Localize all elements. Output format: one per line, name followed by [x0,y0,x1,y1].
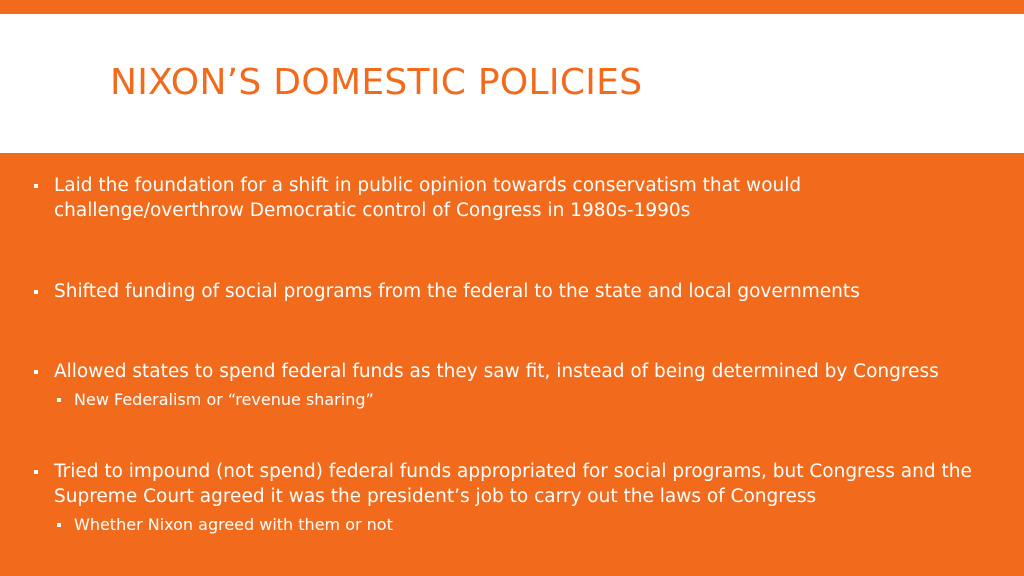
bullet-text: Laid the foundation for a shift in public opinion towards conservatism that would challenge/overthrow Democratic control of Congress in 1980s-1990s [54,175,802,221]
bullet-square-icon [34,470,38,474]
bullet-item-1 [54,173,989,223]
bullet-item-4 [54,459,989,509]
slide-content [0,153,1024,576]
bullet-text: Allowed states to spend federal funds as they saw fit, instead of being determined by Congress [54,361,939,382]
bullet-item-3 [54,359,989,384]
sub-bullet-text: New Federalism or “revenue sharing” [74,390,374,409]
bullet-item-2 [54,279,989,304]
bullet-square-icon [34,370,38,374]
top-accent-band [0,0,1024,14]
title-area [0,14,1024,153]
sub-bullet-item-4-1 [74,514,974,536]
bullet-text: Shifted funding of social programs from the federal to the state and local governments [54,281,860,302]
bullet-square-icon [34,184,38,188]
sub-bullet-text: Whether Nixon agreed with them or not [74,515,393,534]
slide-title: NIXON’S DOMESTIC POLICIES [110,62,643,103]
sub-bullet-square-icon [57,398,61,402]
bullet-square-icon [34,290,38,294]
bullet-text: Tried to impound (not spend) federal funds appropriated for social programs, but Congress and the Supreme Court agreed it was the president’s job to carry out the laws of Congress [54,461,972,507]
sub-bullet-item-3-1 [74,389,974,411]
sub-bullet-square-icon [57,523,61,527]
